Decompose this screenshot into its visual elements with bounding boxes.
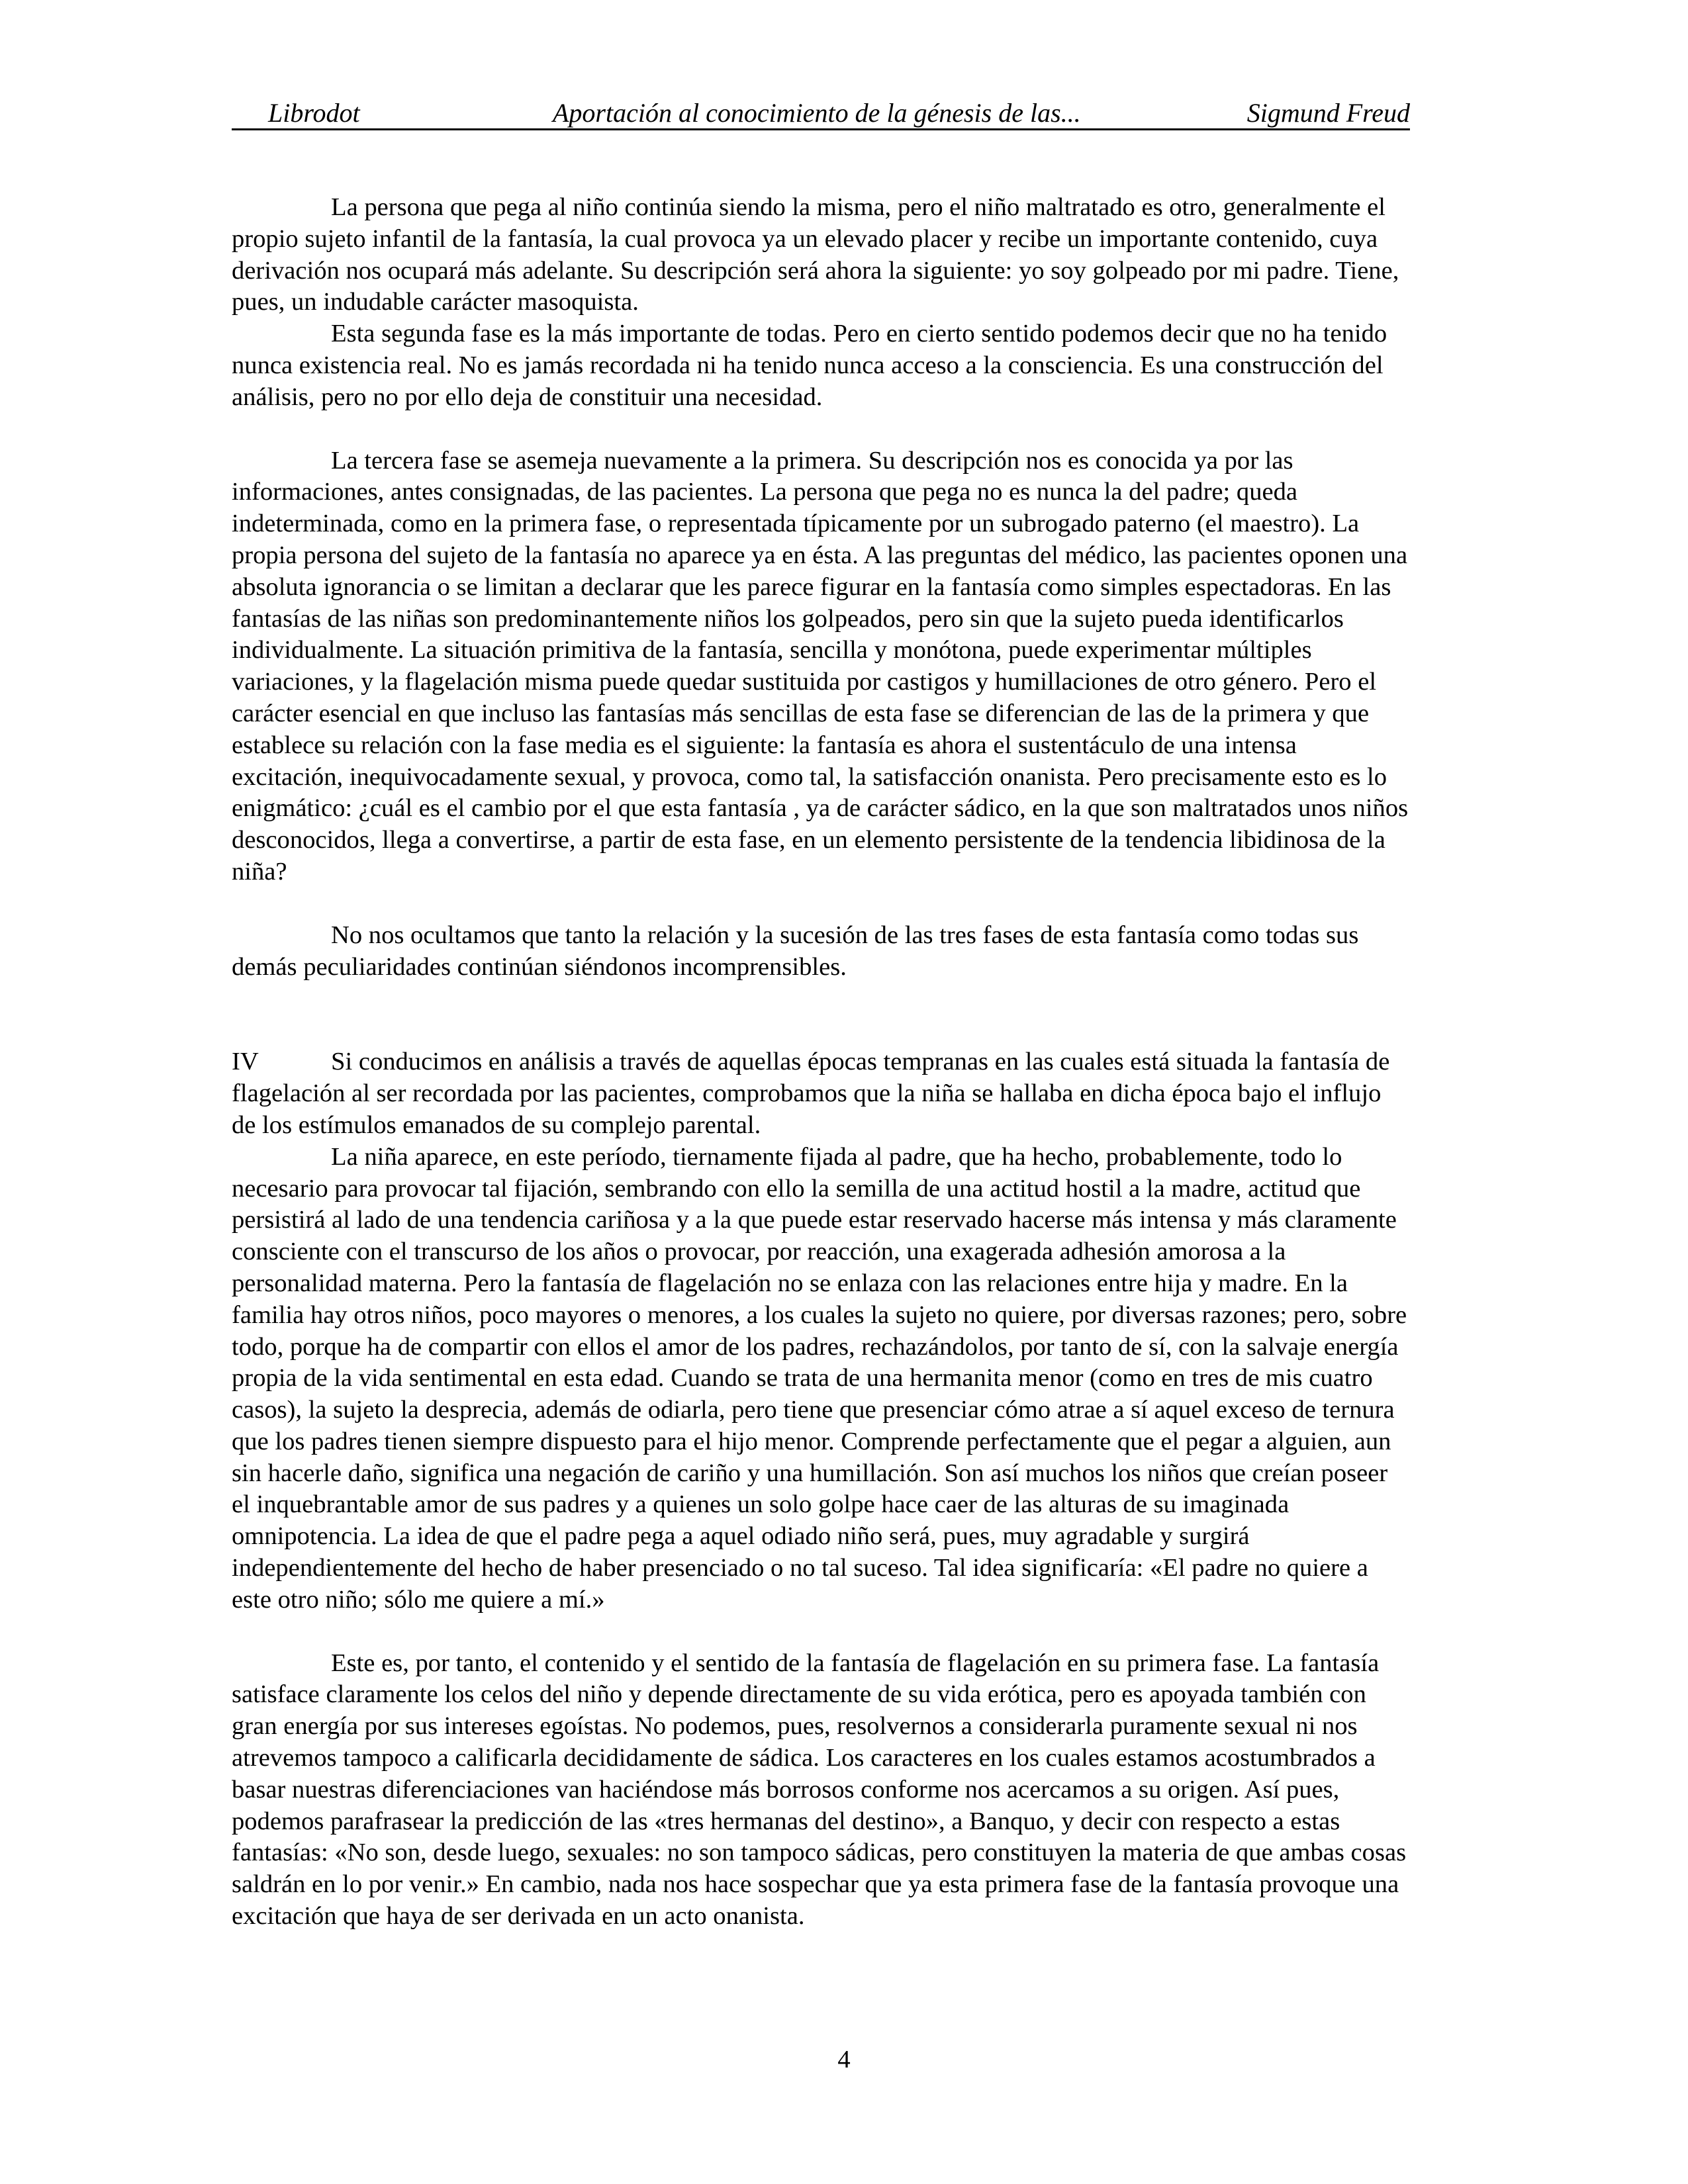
paragraph-3: La tercera fase se asemeja nuevamente a la primera. Su descripción nos es conocida ya por las informaciones, antes consignadas, de las pacientes. La persona que pega no es nunca la del padre; queda indeterminada, como en la primera fase, o representada típicamente por un subrogado paterno (el maestro). La propia persona del sujeto de la fantasía no aparece ya en ésta. A las preguntas del médico, las pacientes oponen una absoluta ignorancia o se limitan a declarar que les parece figurar en la fantasía como simples espectadoras. En las fantasías de las niñas son predominantemente niños los golpeados, pero sin que la sujeto pueda identificarlos individualmente. La situación primitiva de la fantasía, sencilla y monótona, puede experimentar múltiples variaciones, y la flagelación misma puede quedar sustituida por castigos y humillaciones de otro género. Pero el carácter esencial en que incluso las fantasías más sencillas de esta fase se diferencian de las de la primera y que establece su relación con la fase media es el siguiente: la fantasía es ahora el sustentáculo de una intensa excitación, inequivocadamente sexual, y provoca, como tal, la satisfacción onanista. Pero precisamente esto es lo enigmático: ¿cuál es el cambio por el que esta fantasía , ya de carácter sádico, en la que son maltratados unos niños desconocidos, llega a convertirse, a partir de esta fase, en un elemento persistente de la tendencia libidinosa de la niña? (232, 446, 1409, 886)
paragraph-4: No nos ocultamos que tanto la relación y la sucesión de las tres fases de esta fantasía como todas sus demás peculiaridades continúan siéndonos incomprensibles. (232, 921, 1359, 981)
document-body (232, 192, 1410, 1933)
header-title: Aportación al conocimiento de la génesis de las... (553, 98, 1081, 128)
header-site-name: Librodot (268, 98, 360, 128)
running-header (232, 98, 1410, 130)
section-label: IV (232, 1048, 259, 1076)
page-number: 4 (837, 2046, 851, 2073)
paragraph-2: Esta segunda fase es la más importante de todas. Pero en cierto sentido podemos decir que no ha tenido nunca existencia real. No es jamás recordada ni ha tenido nunca acceso a la consciencia. Es una construcción del análisis, pero no por ello deja de constituir una necesidad. (232, 320, 1387, 411)
paragraph-6: La niña aparece, en este período, tiernamente fijada al padre, que ha hecho, probablemente, todo lo necesario para provocar tal fijación, sembrando con ello la semilla de una actitud hostil a la madre, actitud que persistirá al lado de una tendencia cariñosa y a la que puede estar reservado hacerse más intensa y más claramente consciente con el transcurso de los años o provocar, por reacción, una exagerada adhesión amorosa a la personalidad materna. Pero la fantasía de flagelación no se enlaza con las relaciones entre hija y madre. En la familia hay otros niños, poco mayores o menores, a los cuales la sujeto no quiere, por diversas razones; pero, sobre todo, porque ha de compartir con ellos el amor de los padres, rechazándolos, por tanto de sí, con la salvaje energía propia de la vida sentimental en esta edad. Cuando se trata de una hermanita menor (como en tres de mis cuatro casos), la sujeto la desprecia, además de odiarla, pero tiene que presenciar cómo atrae a sí aquel exceso de ternura que los padres tienen siempre dispuesto para el hijo menor. Comprende perfectamente que el pegar a alguien, aun sin hacerle daño, significa una negación de cariño y una humillación. Son así muchos los niños que creían poseer el inquebrantable amor de sus padres y a quienes un solo golpe hace caer de las alturas de su imaginada omnipotencia. La idea de que el padre pega a aquel odiado niño será, pues, muy agradable y surgirá independientemente del hecho de haber presenciado o no tal suceso. Tal idea significaría: «El padre no quiere a este otro niño; sólo me quiere a mí.» (232, 1142, 1407, 1614)
paragraph-7: Este es, por tanto, el contenido y el sentido de la fantasía de flagelación en su primera fase. La fantasía satisface claramente los celos del niño y depende directamente de su vida erótica, pero es apoyada también con gran energía por sus intereses egoístas. No podemos, pues, resolvernos a considerarla puramente sexual ni nos atrevemos tampoco a calificarla decididamente de sádica. Los caracteres en los cuales estamos acostumbrados a basar nuestras diferenciaciones van haciéndose más borrosos conforme nos acercamos a su origen. Así pues, podemos parafrasear la predicción de las «tres hermanas del destino», a Banquo, y decir con respecto a estas fantasías: «No son, desde luego, sexuales: no son tampoco sádicas, pero constituyen la materia de que ambas cosas saldrán en lo por venir.» En cambio, nada nos hace sospechar que ya esta primera fase de la fantasía provoque una excitación que haya de ser derivada en un acto onanista. (232, 1649, 1407, 1931)
paragraph-5: Si conducimos en análisis a través de aquellas épocas tempranas en las cuales está situada la fantasía de flagelación al ser recordada por las pacientes, comprobamos que la niña se hallaba en dicha época bajo el influjo de los estímulos emanados de su complejo parental. (232, 1048, 1390, 1139)
header-author: Sigmund Freud (1246, 98, 1410, 128)
section-iv-paragraph (232, 1046, 1410, 1141)
paragraph-1: La persona que pega al niño continúa siendo la misma, pero el niño maltratado es otro, generalmente el propio sujeto infantil de la fantasía, la cual provoca ya un elevado placer y recibe un importante contenido, cuya derivación nos ocupará más adelante. Su descripción será ahora la siguiente: yo soy golpeado por mi padre. Tiene, pues, un indudable carácter masoquista. (232, 193, 1399, 316)
